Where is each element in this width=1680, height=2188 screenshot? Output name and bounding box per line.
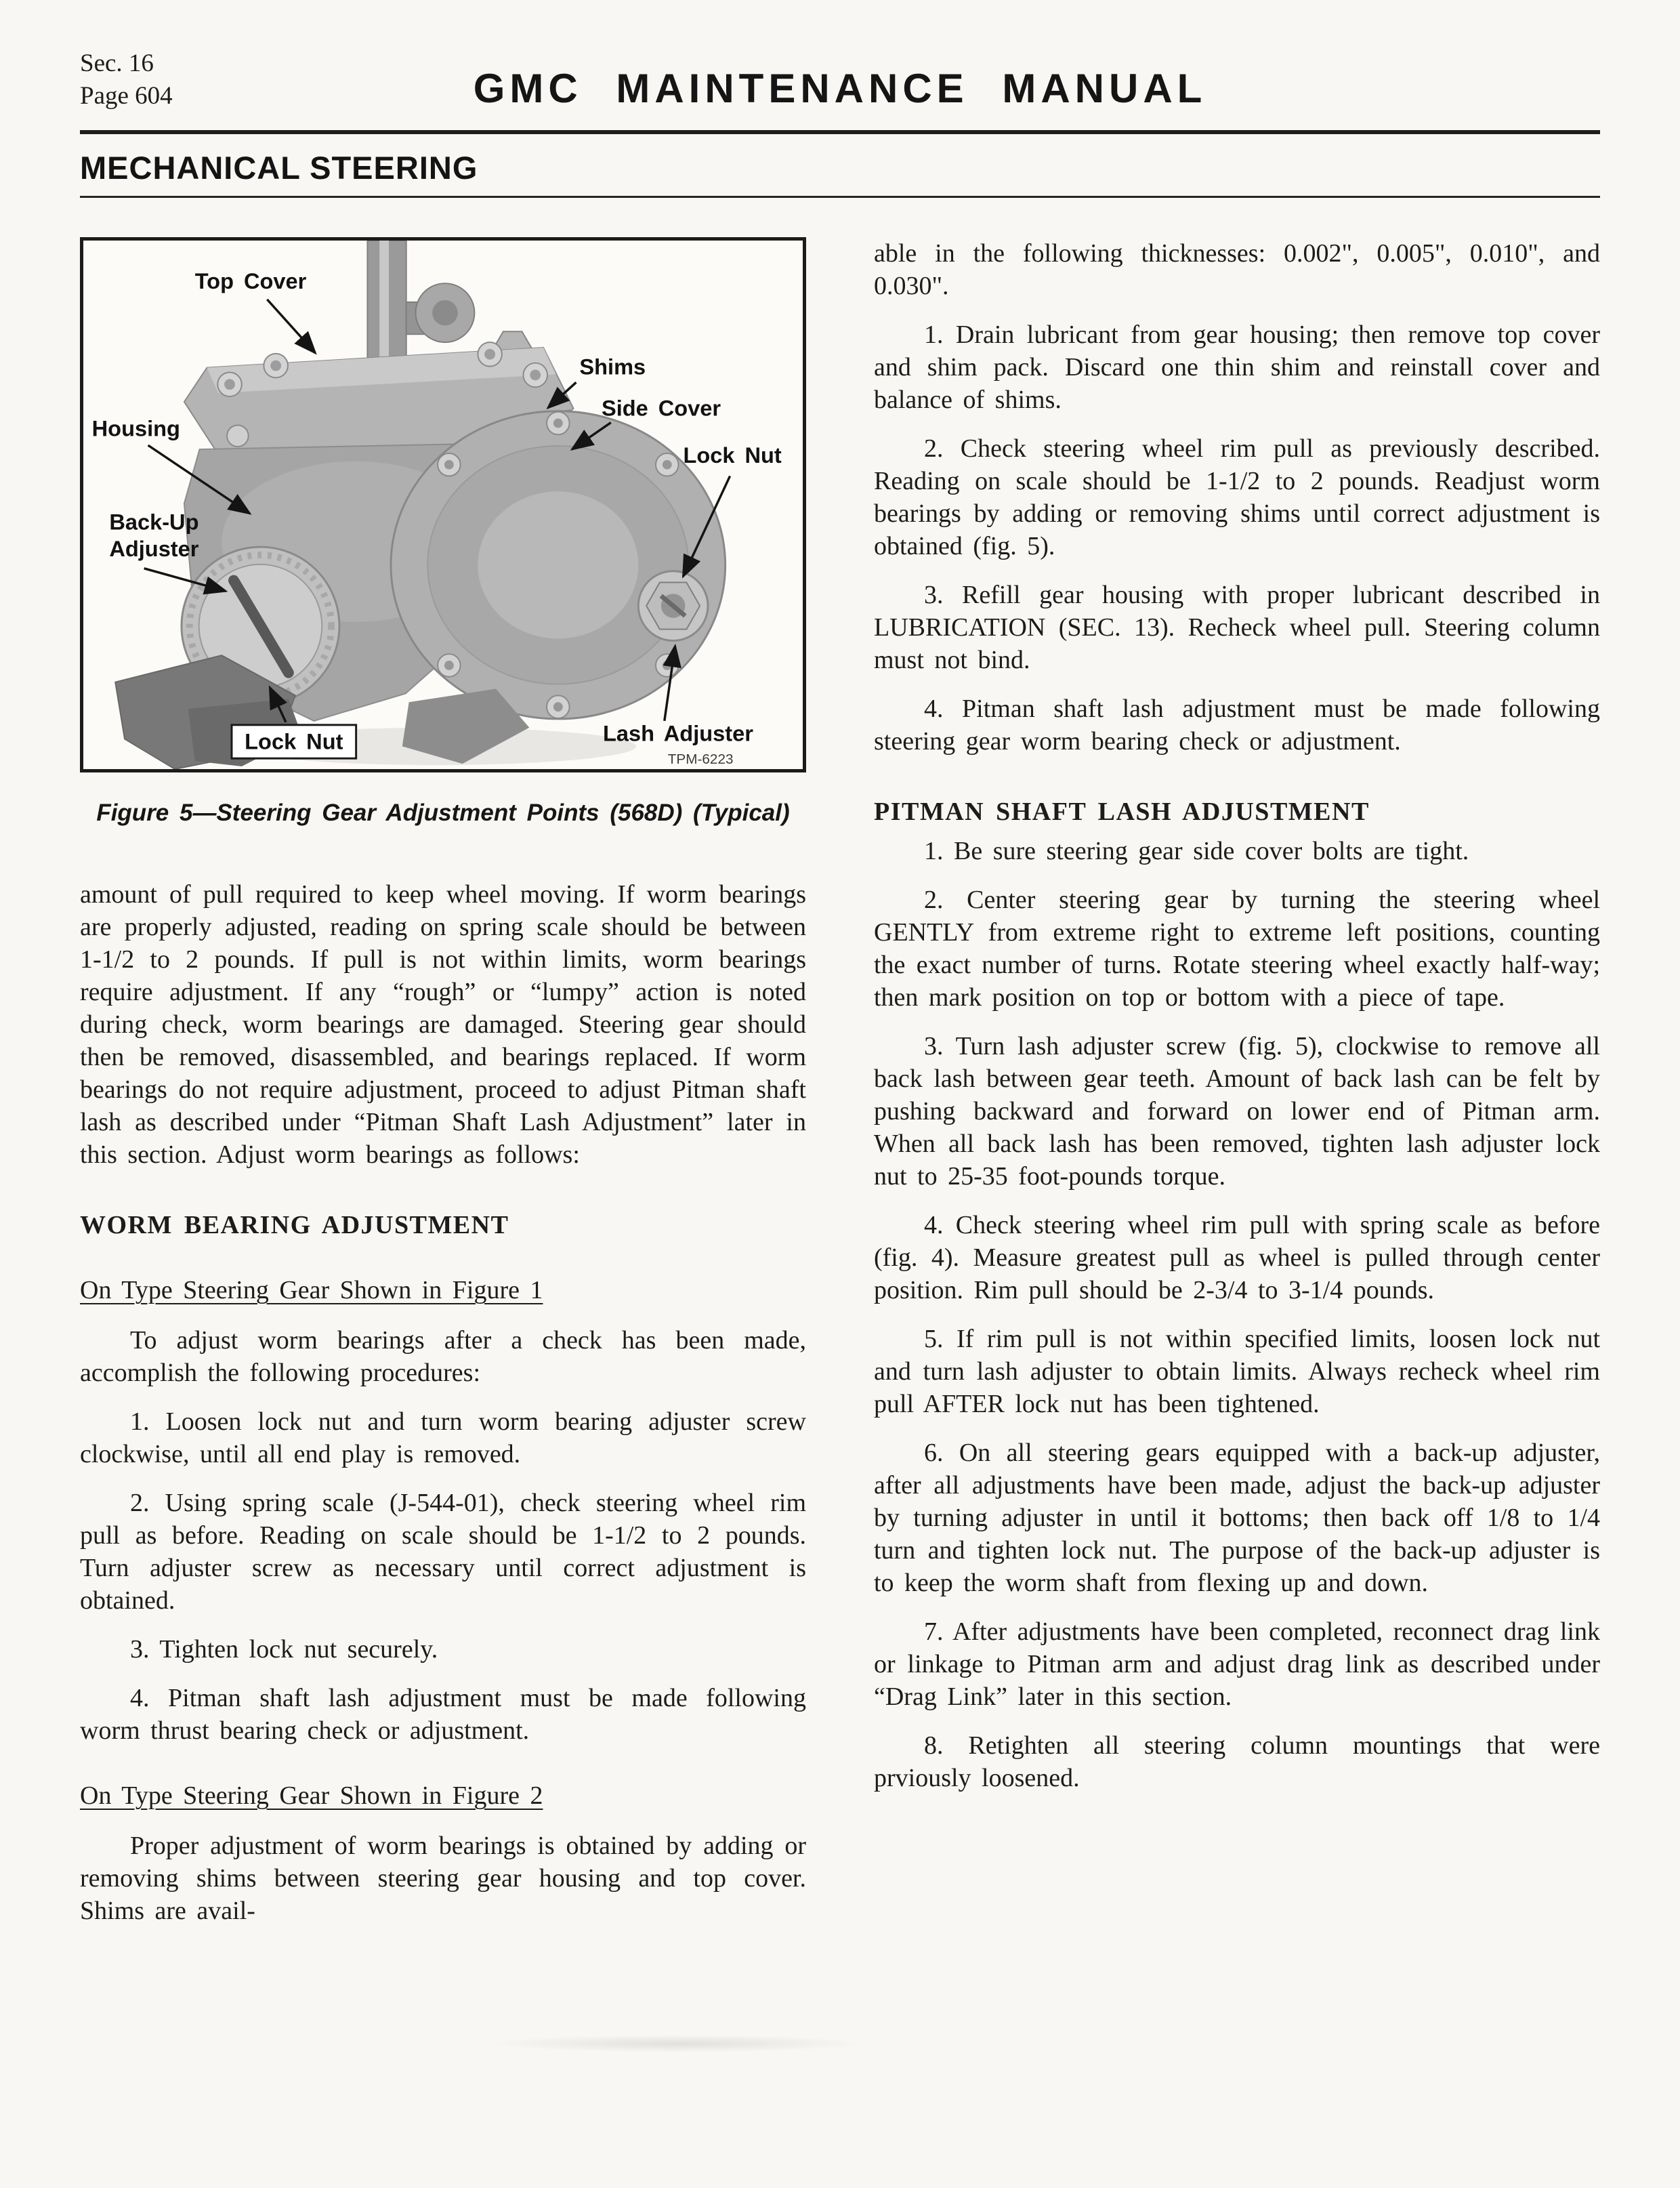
left-column <box>80 237 806 1927</box>
numbered-step: 3. Tighten lock nut securely. <box>130 1635 438 1664</box>
lash-adjuster-hub-shape <box>638 571 708 641</box>
right-column <box>874 237 1600 1927</box>
numbered-step: 1. Loosen lock nut and turn worm bearing adjuster screw clockwise, until all end play is removed. <box>80 1407 806 1468</box>
shims-label: Shims <box>579 354 646 379</box>
numbered-step: 5. If rim pull is not within specified limits, loosen lock nut and turn lash adjuster to obtain limits. Always recheck wheel rim pull AFTER lock nut has been tightened. <box>874 1325 1600 1418</box>
steering-gear-drawing <box>115 241 725 769</box>
section-title: MECHANICAL STEERING <box>80 150 478 186</box>
column-heading-pitman-lash: PITMAN SHAFT LASH ADJUSTMENT <box>874 798 1370 826</box>
figure-5 <box>80 237 806 829</box>
lock-nut-lower-label: Lock Nut <box>245 729 343 754</box>
numbered-step: 1. Drain lubricant from gear housing; then remove top cover and shim pack. Discard one thin shim and reinstall cover and balance of shims. <box>874 321 1600 414</box>
numbered-step: 3. Refill gear housing with proper lubricant described in LUBRICATION (SEC. 13). Recheck wheel pull. Steering column must not bind. <box>874 581 1600 674</box>
scan-artifact <box>488 2035 867 2052</box>
numbered-step: 6. On all steering gears equipped with a back-up adjuster, after all adjustments have been made, adjust the back-up adjuster by turning adjuster in until it bottoms; then back off 1/8 to 1/4 turn and tighten lock nut. The purpose of the back-up adjuster is to keep the worm shaft from flexing up and down. <box>874 1439 1600 1597</box>
numbered-step: 7. After adjustments have been completed, reconnect drag link or linkage to Pitman arm and adjust drag link as described under “Drag Link” later in this section. <box>874 1617 1600 1711</box>
section-rule <box>80 196 1600 198</box>
housing-label: Housing <box>91 416 180 441</box>
top-cover-label: Top Cover <box>194 269 307 294</box>
manual-title: GMC MAINTENANCE MANUAL <box>473 66 1207 111</box>
numbered-step: 8. Retighten all steering column mountings that were prviously loosened. <box>874 1731 1600 1792</box>
body-paragraph: Proper adjustment of worm bearings is obtained by adding or removing shims between steering gear housing and top cover. Shims are avail- <box>80 1832 806 1925</box>
numbered-step: 2. Using spring scale (J-544-01), check steering wheel rim pull as before. Reading on scale should be 1-1/2 to 2 pounds. Turn adjuster screw as necessary until correct adjustment is obtained. <box>80 1489 806 1615</box>
page-number: Page 604 <box>80 82 173 110</box>
top-cover-arrow <box>267 300 315 353</box>
column-heading-worm-bearing: WORM BEARING ADJUSTMENT <box>80 1211 509 1239</box>
underlined-subheading-figure1: On Type Steering Gear Shown in Figure 1 <box>80 1276 543 1304</box>
body-paragraph: amount of pull required to keep wheel moving. If worm bearings are properly adjusted, reading on spring scale should be between 1-1/2 to 2 pounds. If pull is not within limits, worm bearings require adjustment. If any “rough” or “lumpy” action is noted during check, worm bearings are damaged. Steering gear should then be removed, disassembled, and bearings replaced. If worm bearings do not require adjustment, proceed to adjust Pitman shaft lash as described under “Pitman Shaft Lash Adjustment” later in this section. Adjust worm bearings as follows: <box>80 880 806 1169</box>
body-paragraph: To adjust worm bearings after a check has been made, accomplish the following procedures: <box>80 1326 806 1387</box>
back-up-adjuster-label-line1: Back-Up <box>109 510 199 535</box>
figure-caption: Figure 5—Steering Gear Adjustment Points (568D) (Typical) <box>96 800 790 826</box>
figure-frame <box>80 237 806 772</box>
photo-code: TPM-6223 <box>667 751 734 768</box>
numbered-step: 2. Check steering wheel rim pull as previously described. Reading on scale should be 1-1/2 to 2 pounds. Readjust worm bearings by adding or removing shims until correct adjustment is obtained (fig. 5). <box>874 434 1600 560</box>
back-up-adjuster-label-line2: Adjuster <box>109 537 199 562</box>
steering-gear-photo <box>83 241 803 769</box>
lock-nut-upper-label: Lock Nut <box>683 442 782 468</box>
two-column-body <box>80 237 1600 1927</box>
side-cover-label: Side Cover <box>601 396 721 421</box>
section-number: Sec. 16 <box>80 49 154 77</box>
numbered-step: 4. Pitman shaft lash adjustment must be made following worm thrust bearing check or adjustment. <box>80 1684 806 1745</box>
underlined-subheading-figure2: On Type Steering Gear Shown in Figure 2 <box>80 1781 543 1810</box>
header-rule <box>80 130 1600 134</box>
page-header <box>80 47 1600 127</box>
numbered-step: 2. Center steering gear by turning the steering wheel GENTLY from extreme right to extreme left positions, counting the exact number of turns. Rotate steering wheel exactly half-way; then mark position on top or bottom with a piece of tape. <box>874 886 1600 1012</box>
numbered-step: 3. Turn lash adjuster screw (fig. 5), clockwise to remove all back lash between gear teeth. Amount of back lash can be felt by pushing backward and forward on lower end of Pitman arm. When all back lash has been removed, tighten lash adjuster lock nut to 25-35 foot-pounds torque. <box>874 1032 1600 1191</box>
body-paragraph: able in the following thicknesses: 0.002", 0.005", 0.010", and 0.030". <box>874 239 1600 300</box>
lash-adjuster-label: Lash Adjuster <box>602 721 753 746</box>
numbered-step: 4. Check steering wheel rim pull with spring scale as before (fig. 4). Measure greatest pull as wheel is pulled through center position. Rim pull should be 2-3/4 to 3-1/4 pounds. <box>874 1211 1600 1304</box>
numbered-step: 1. Be sure steering gear side cover bolts are tight. <box>924 837 1469 865</box>
numbered-step: 4. Pitman shaft lash adjustment must be made following steering gear worm bearing check or adjustment. <box>874 695 1600 756</box>
